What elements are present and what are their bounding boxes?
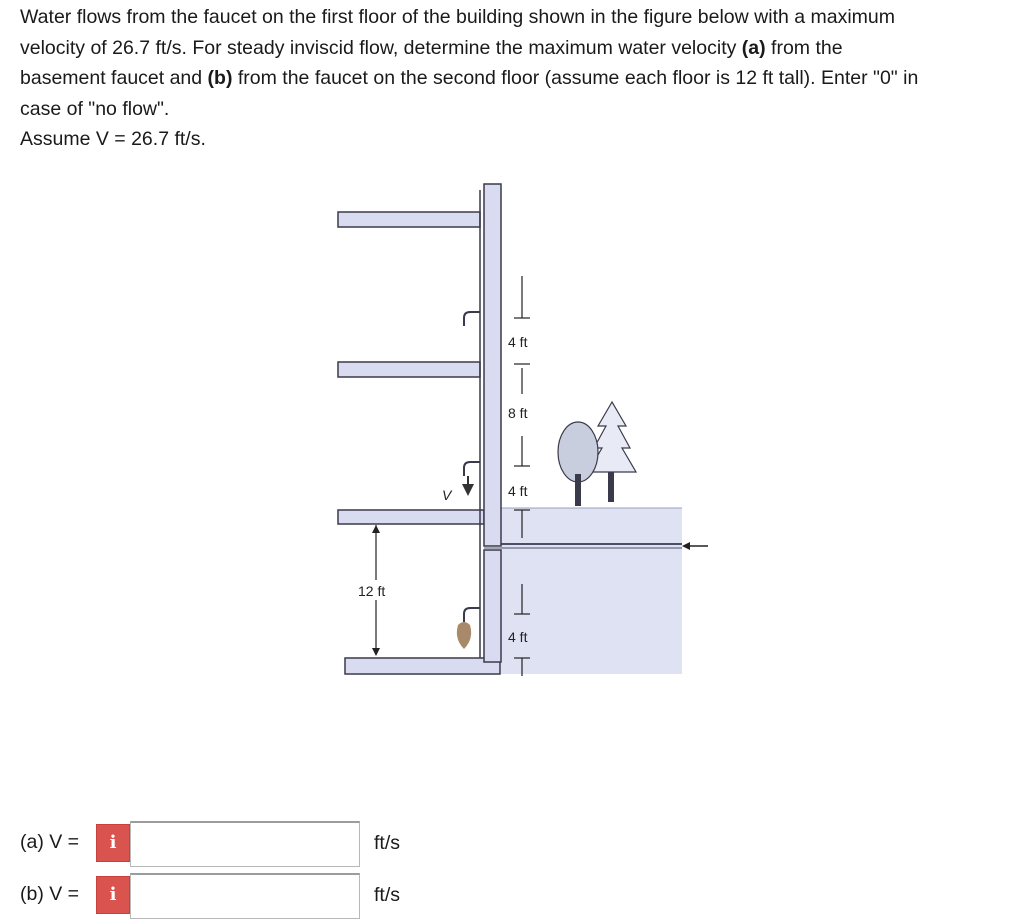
problem-line-2-text: velocity of 26.7 ft/s. For steady inviscid flow, determine the maximum water velocity <box>20 36 742 59</box>
basement-floor <box>345 658 500 674</box>
assumption: Assume V = 26.7 ft/s. <box>20 128 206 150</box>
dim-4ft-top-label: 4 ft <box>508 334 528 350</box>
deciduous-tree <box>558 422 598 482</box>
part-b-marker: (b) <box>207 67 233 89</box>
faucet-first-floor <box>464 462 480 476</box>
answer-b-label: (b) V = <box>20 883 80 905</box>
dim-4ft-mid-label: 4 ft <box>508 483 528 499</box>
info-icon[interactable]: i <box>96 876 130 914</box>
answer-a-input[interactable] <box>130 821 360 867</box>
faucet-basement <box>464 608 480 622</box>
dim-12ft-label: 12 ft <box>358 583 386 599</box>
water-level-arrow-head <box>682 542 690 550</box>
building-wall <box>484 184 501 546</box>
basement-wall <box>484 550 501 662</box>
water-reservoir <box>501 508 682 674</box>
velocity-label: V <box>442 487 452 503</box>
problem-line-4: case of "no flow". <box>20 97 170 120</box>
problem-line-2-end: from the <box>765 36 843 59</box>
answer-row-b <box>20 873 440 919</box>
problem-line-1: Water flows from the faucet on the first floor of the building shown in the figure below with a maximum <box>20 6 896 28</box>
dim-12ft-arrow-top <box>372 525 380 533</box>
basement-water-jet <box>457 622 471 649</box>
answer-a-label: (a) V = <box>20 831 80 853</box>
answer-b-input[interactable] <box>130 873 360 919</box>
problem-line-3-end: from the faucet on the second floor (assume each floor is 12 ft tall). Enter "0" in <box>232 67 919 89</box>
floor-slab-top <box>338 212 480 227</box>
deciduous-trunk <box>575 474 581 506</box>
dim-8ft-label: 8 ft <box>508 405 528 421</box>
floor-slab-second <box>338 362 480 377</box>
floor-slab-first <box>338 510 484 524</box>
answer-a-unit: ft/s <box>374 832 401 854</box>
answer-b-unit: ft/s <box>374 884 401 906</box>
info-icon[interactable]: i <box>96 824 130 862</box>
part-a-marker: (a) <box>741 36 766 59</box>
dim-4ft-bottom-label: 4 ft <box>508 629 528 645</box>
dim-12ft-arrow-bottom <box>372 648 380 656</box>
answer-row-a <box>20 821 440 867</box>
faucet-second-floor <box>464 312 480 326</box>
pine-trunk <box>608 472 614 502</box>
problem-line-3-text: basement faucet and <box>20 67 208 89</box>
